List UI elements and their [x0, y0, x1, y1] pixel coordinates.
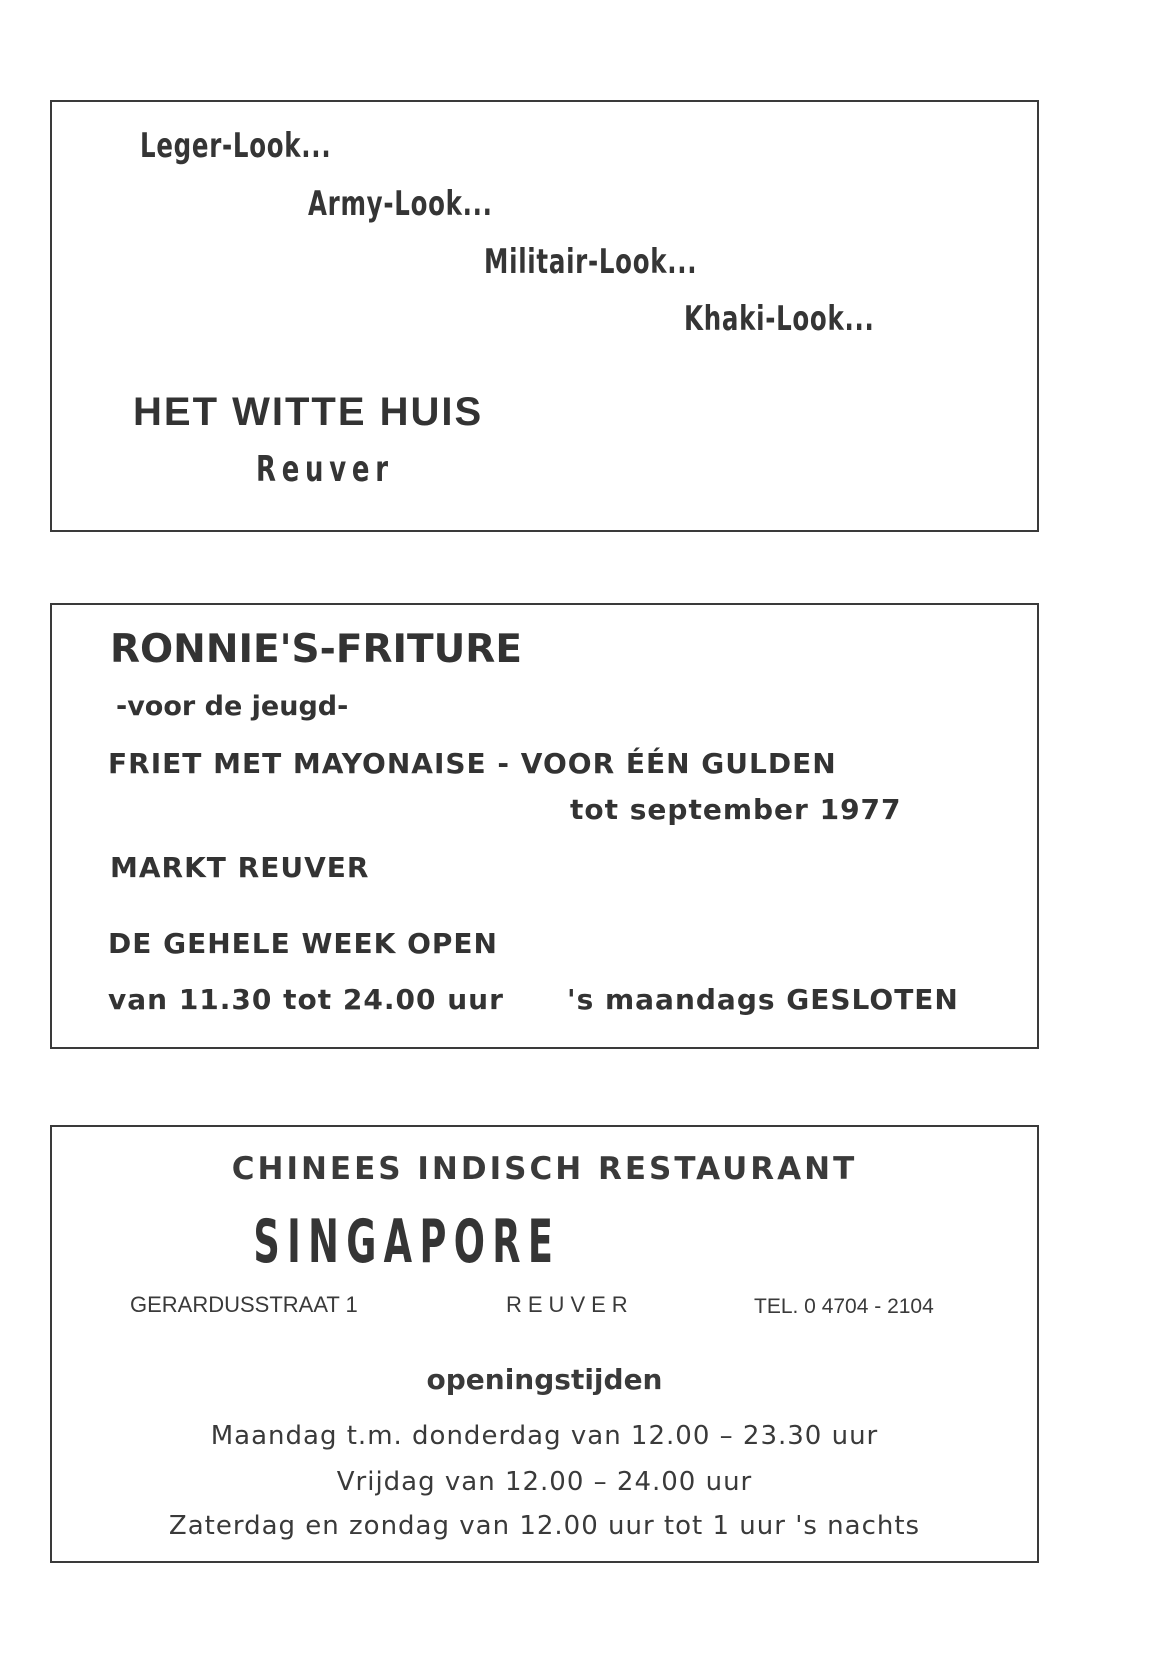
hours-line: Zaterdag en zondag van 12.00 uur tot 1 uur 's nachts — [168, 1511, 921, 1541]
restaurant-town: REUVER — [506, 1292, 634, 1317]
restaurant-address: GERARDUSSTRAAT 1 — [130, 1292, 358, 1317]
hours-line: Vrijdag van 12.00 – 24.00 uur — [336, 1467, 753, 1497]
shop-town: Reuver — [256, 449, 394, 490]
offer-period: tot september 1977 — [570, 793, 902, 826]
opening-hours: van 11.30 tot 24.00 uur — [108, 983, 504, 1016]
advertisement-singapore-restaurant — [50, 1125, 1039, 1563]
hours-line: Maandag t.m. donderdag van 12.00 – 23.30 uur — [210, 1421, 879, 1451]
restaurant-name — [52, 1207, 761, 1277]
closing-day: 's maandags GESLOTEN — [567, 983, 959, 1016]
tagline: -voor de jeugd- — [116, 691, 349, 722]
look-line: Militair-Look... — [484, 242, 698, 282]
look-line: Leger-Look... — [140, 126, 332, 166]
advertisement-het-witte-huis — [50, 100, 1039, 532]
advertisement-ronnies-friture — [50, 603, 1039, 1049]
restaurant-category: CHINEES INDISCH RESTAURANT — [231, 1151, 858, 1187]
restaurant-name-text: SINGAPORE — [253, 1207, 561, 1277]
offer: FRIET MET MAYONAISE - VOOR ÉÉN GULDEN — [108, 747, 837, 780]
hours-heading: openingstijden — [426, 1363, 663, 1396]
open-days: DE GEHELE WEEK OPEN — [108, 927, 498, 960]
look-line: Army-Look... — [308, 184, 493, 224]
look-line: Khaki-Look... — [684, 299, 875, 339]
location: MARKT REUVER — [110, 851, 370, 884]
restaurant-phone: TEL. 0 4704 - 2104 — [754, 1295, 934, 1318]
shop-name: RONNIE'S-FRITURE — [110, 627, 522, 672]
shop-name: HET WITTE HUIS — [133, 390, 484, 434]
